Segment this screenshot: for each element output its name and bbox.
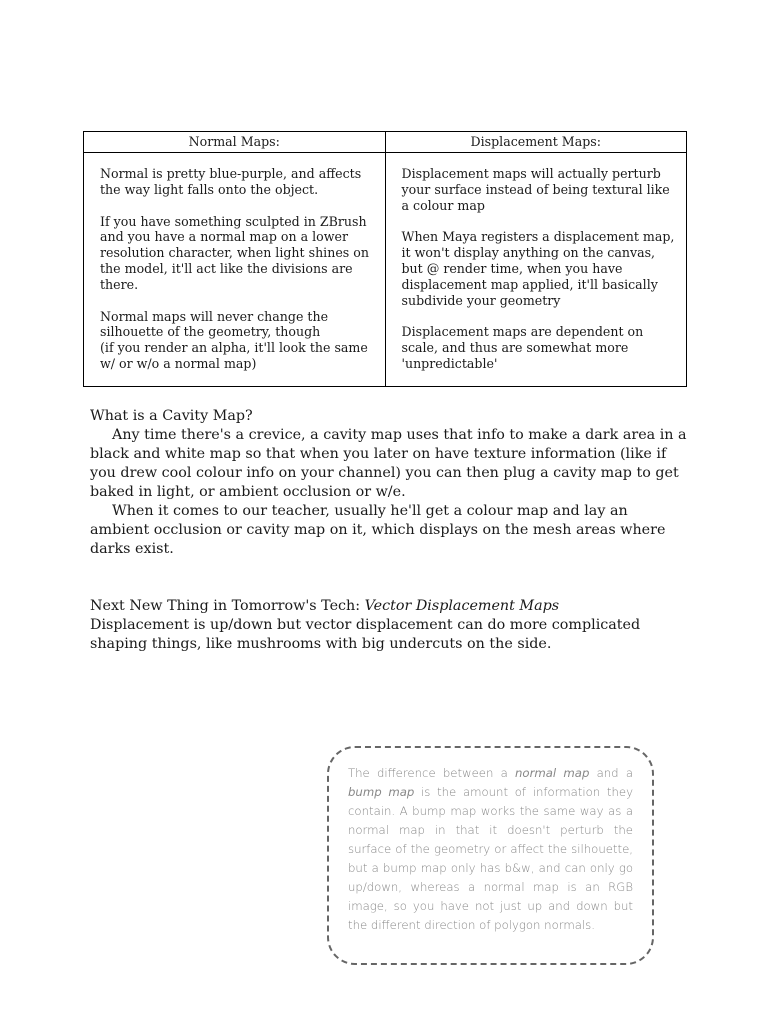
normal-paragraph-silhouette <box>100 309 377 372</box>
normal-paragraph: Normal is pretty blue-purple, and affects the way light falls onto the object. <box>100 166 362 197</box>
note-text: and a <box>589 766 633 780</box>
note-bump-map: bump map <box>348 785 415 799</box>
normal-line: Normal maps will never change the silhouette of the geometry, though <box>100 308 329 340</box>
next-thing-topic: Vector Displacement Maps <box>364 598 560 614</box>
normal-line: (if you render an alpha, it'll look the same w/ or w/o a normal map) <box>100 340 368 371</box>
displacement-maps-header: Displacement Maps: <box>385 132 687 153</box>
next-thing-heading <box>90 597 690 616</box>
cavity-map-section <box>90 407 690 559</box>
normal-maps-cell <box>84 153 386 387</box>
normal-maps-header: Normal Maps: <box>84 132 386 153</box>
normal-paragraph: If you have something sculpted in ZBrush and you have a normal map on a lower resolution character, when light shines on the model, it'll act like the divisions are there. <box>100 213 369 292</box>
next-thing-section <box>90 597 690 654</box>
cavity-paragraph: When it comes to our teacher, usually he'll get a colour map and lay an ambient occlusion or cavity map on it, which displays on the mesh areas where darks exist. <box>90 503 666 557</box>
bump-map-note <box>327 746 654 965</box>
table-header-row <box>84 132 687 153</box>
next-thing-lead: Next New Thing in Tomorrow's Tech: <box>90 598 365 614</box>
cavity-heading: What is a Cavity Map? <box>90 408 253 424</box>
note-text: The difference between a <box>348 766 516 780</box>
cavity-paragraph: Any time there's a crevice, a cavity map uses that info to make a dark area in a black and white map so that when you later on have texture information (like if you drew cool colour info on your channel) you can then plug a cavity map to get baked in light, or ambient occlusion or w/e. <box>90 427 687 500</box>
table-body-row <box>84 153 687 387</box>
comparison-table <box>83 131 687 387</box>
displacement-paragraph: Displacement maps will actually perturb your surface instead of being textural like a colour map <box>401 166 670 213</box>
displacement-maps-cell <box>385 153 687 387</box>
next-thing-body: Displacement is up/down but vector displacement can do more complicated shaping things, like mushrooms with big undercuts on the side. <box>90 617 641 652</box>
note-normal-map: normal map <box>515 766 590 780</box>
displacement-paragraph: Displacement maps are dependent on scale, and thus are somewhat more 'unpredictable' <box>401 324 644 371</box>
note-text: is the amount of information they contain. A bump map works the same way as a normal map in that it doesn't perturb the surface of the geometry or affect the silhouette, but a bump map only has b&w, and can only go up/down, whereas a normal map is an RGB image, so you have not just up and down but the different direction of polygon normals. <box>348 785 633 932</box>
displacement-paragraph: When Maya registers a displacement map, it won't display anything on the canvas, but @ render time, when you have displacement map applied, it'll basically subdivide your geometry <box>401 229 675 308</box>
